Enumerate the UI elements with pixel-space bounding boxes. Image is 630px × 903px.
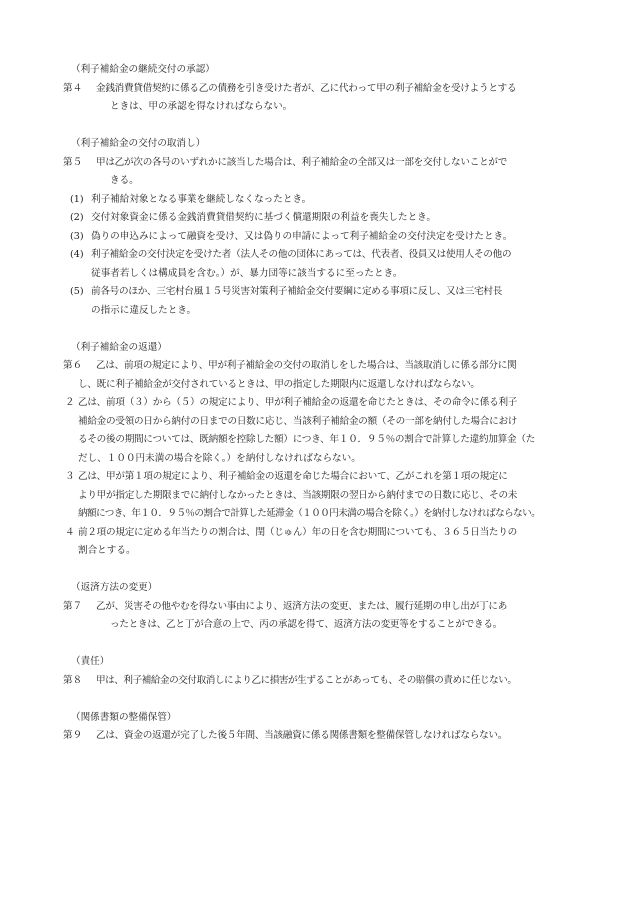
list-item (63, 246, 575, 283)
article-7 (63, 579, 575, 635)
article-text (63, 727, 575, 746)
article-caption: （利子補給金の継続交付の承認） (71, 64, 215, 75)
spacer (63, 561, 575, 580)
document-body (63, 61, 575, 746)
article-number: 第９ (63, 730, 83, 741)
article-text (63, 598, 575, 617)
article-number: 第８ (63, 674, 83, 686)
article-caption: （関係書類の整備保管） (71, 711, 177, 723)
spacer (63, 635, 575, 654)
article-continuation (63, 98, 575, 117)
text-line: 割合とする。 (78, 545, 136, 556)
list-item (63, 209, 575, 228)
paragraph (63, 524, 575, 561)
article-8 (63, 653, 575, 690)
article-number: 第６ (63, 360, 83, 371)
paragraph-number: ３ (65, 471, 75, 482)
article-caption: （利子補給金の交付の取消し） (71, 138, 206, 149)
text-line: 乙は、前項（３）から（５）の規定により、甲が利子補給金の返還を命じたときは、その命令に係る利子 (78, 397, 518, 408)
text-line: ときは、甲の承認を得なければならない。 (110, 101, 293, 112)
paragraph (63, 468, 575, 524)
list-item (63, 283, 575, 320)
article-text (63, 357, 575, 376)
spacer (63, 320, 575, 339)
text-line: より甲が指定した期限までに納付しなかったときは、当該期限の翌日から納付までの日数に応じ、その未 (78, 489, 518, 501)
item-number: (4) (70, 249, 84, 260)
article-caption: （利子補給金の返還） (71, 341, 167, 353)
article-caption: （責任） (71, 656, 110, 667)
text-line: ったときは、乙と丁が合意の上で、丙の承認を得て、返済方法の変更等をすることができる。 (110, 619, 503, 630)
paragraph-number: ２ (65, 397, 75, 408)
spacer (63, 117, 575, 136)
article-4 (63, 61, 575, 117)
article-text (63, 154, 575, 173)
list-item (63, 228, 575, 247)
text-line: 前各号のほか、三宅村台風１５号災害対策利子補給金交付要綱に定める事項に反し、又は三宅村長 (91, 286, 503, 297)
text-line: し、既に利子補給金が交付されているときは、甲の指定した期限内に返還しなければならない。 (78, 378, 480, 390)
text-line: 乙は、甲が第１項の規定により、利子補給金の返還を命じた場合において、乙がこれを第１項の規定に (78, 471, 508, 482)
article-continuation (63, 172, 575, 191)
text-line: るその後の期間については、既納額を控除した額）につき、年１０．９５％の割合で計算した違約加算金（た (78, 434, 536, 445)
text-line: 前２項の規定に定める年当たりの割合は、閏（じゅん）年の日を含む期間についても、３６５日当たりの (78, 526, 517, 538)
text-line: 利子補給対象となる事業を継続しなくなったとき。 (91, 193, 312, 205)
text-line: 甲は、利子補給金の交付取消しにより乙に損害が生ずることがあっても、その賠償の責めに任じない。 (96, 674, 517, 686)
article-number: 第５ (63, 156, 83, 168)
text-line: 乙は、資金の返還が完了した後５年間、当該融資に係る関係書類を整備保管しなければならない。 (96, 730, 508, 741)
list-item (63, 191, 575, 210)
text-line: だし、１００円未満の場合を除く。）を納付しなければならない。 (78, 452, 361, 464)
text-line: 従事者若しくは構成員を含む。）が、暴力団等に該当するに至ったとき。 (91, 267, 403, 279)
article-text (63, 672, 575, 691)
article-text (63, 80, 575, 99)
text-line: 甲は乙が次の各号のいずれかに該当した場合は、利子補給金の全部又は一部を交付しないことがで (96, 156, 508, 168)
article-6 (63, 339, 575, 561)
text-line: 乙が、災害その他やむを得ない事由により、返済方法の変更、または、履行延期の申し出が丁にあ (96, 600, 508, 612)
text-line: 偽りの申込みによって融資を受け、又は偽りの申請によって利子補給金の交付決定を受けたとき。 (91, 230, 513, 242)
text-line: 金銭消費貸借契約に係る乙の債務を引き受けた者が、乙に代わって甲の利子補給金を受けようとする (96, 82, 517, 94)
article-number: 第４ (63, 82, 83, 94)
item-number: (1) (70, 193, 84, 205)
text-line: きる。 (110, 175, 139, 186)
article-5 (63, 135, 575, 320)
text-line: 補給金の受領の日から納付の日までの日数に応じ、当該利子補給金の額（その一部を納付した場合におけ (78, 415, 518, 427)
item-number: (3) (70, 230, 84, 242)
spacer (63, 690, 575, 709)
article-caption: （返済方法の変更） (71, 582, 158, 593)
text-line: の指示に違反したとき。 (91, 304, 197, 316)
text-line: 利子補給金の交付決定を受けた者（法人その他の団体にあっては、代表者、役員又は使用人その他の (91, 249, 512, 260)
article-number: 第７ (63, 600, 83, 612)
text-line: 乙は、前項の規定により、甲が利子補給金の交付の取消しをした場合は、当該取消しに係る部分に関 (96, 360, 517, 371)
item-number: (5) (70, 286, 84, 297)
article-9 (63, 709, 575, 746)
article-continuation (63, 376, 575, 395)
paragraph-number: ４ (65, 526, 75, 538)
text-line: 納額につき、年１０．９５％の割合で計算した延滞金（１００円未満の場合を除く。）を納付しなければならない。 (78, 508, 541, 519)
text-line: 交付対象資金に係る金銭消費貸借契約に基づく償還期限の利益を喪失したとき。 (91, 212, 436, 223)
article-continuation (63, 616, 575, 635)
item-number: (2) (70, 212, 84, 223)
paragraph (63, 394, 575, 468)
